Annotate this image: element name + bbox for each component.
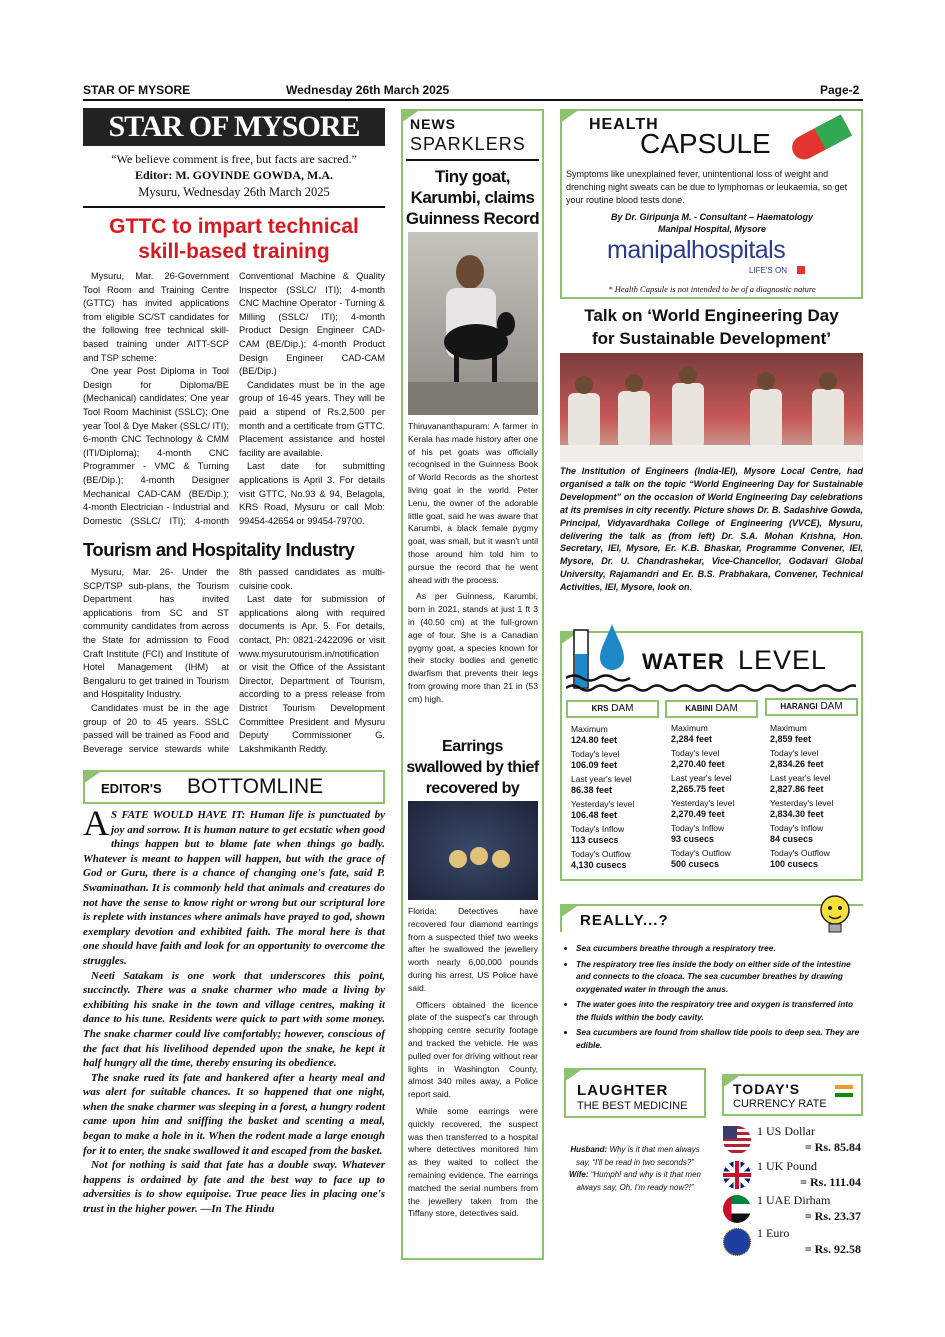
tourism-article xyxy=(83,566,385,760)
gttc-headline xyxy=(83,214,385,264)
talk-headline-line1: Talk on ‘World Engineering Day xyxy=(584,306,839,325)
masthead-title: STAR OF MYSORE xyxy=(83,108,385,146)
currency-value: = Rs. 23.37 xyxy=(804,1209,861,1223)
editorial-p4: Not for nothing is said that fate has a double sway. Whatever happens is ordained by fate and the best way to face up to adversities is to show equipoise. True peace lies in placing one's trust in the higher power. —In The Hindu xyxy=(83,1159,385,1216)
manipal-logo: manipalhospitals xyxy=(607,236,786,264)
health-byline2: Manipal Hospital, Mysore xyxy=(657,224,767,234)
currency-unit: 1 UAE Dirham xyxy=(757,1193,831,1207)
gttc-headline-line1: GTTC to impart technical xyxy=(109,215,359,238)
talk-caption-text: The Institution of Engineers (India-IEI), Mysore Local Centre, had organised a talk on the topic “World Engineering Day for Sustainable Development” on the occasion of World Engineering Day celebrations at its premises in city recently. Picture shows Dr. B. Sadashive Gowda, Principal, Vidyavardhaka College of Engineering (VVCE), Mysuru, delivering the talk as (from left) Dr. S.A. Mohan Krishna, Hon. Secretary, IEI, Mysore, Er. K.B. Bhaskar, Programme Convener, IEI, Mysore, Dr. U. Chandrashekar, Vice-Chancellor, Godavari Global University, Rajamandri and Er. B.S. Prabhakara, Convener, Technical Activities, IEI, Mysore, look on. xyxy=(560,466,863,593)
laughter-corner xyxy=(564,1068,584,1082)
gttc-article xyxy=(83,270,385,532)
editorial-p2: Neeti Satakam is one work that underscores this point, succinctly. There was a snake charmer who made a living by exhibiting his snake in the town and village centres, making it dance to his tune. Residents were quick to part with some money. The snake charmer could live comfortably; however, conscious of the fact that his livelihood depended upon the snake, he kept it half hungry all the time, thereby ensuring its obedience. xyxy=(83,969,385,1070)
tourism-headline: Tourism and Hospitality Industry xyxy=(83,539,355,560)
pill-icon xyxy=(780,113,860,165)
editorial-label1: EDITOR'S xyxy=(101,781,162,796)
talk-caption xyxy=(560,465,863,594)
water-label2: LEVEL xyxy=(738,645,828,675)
bulb-icon xyxy=(814,892,856,938)
masthead-motto: “We believe comment is free, but facts are sacred.” xyxy=(111,152,357,166)
really-corner xyxy=(560,904,580,918)
editorial-p3: The snake rued its fate and hankered after a hearty meal and was alert for suitable chances. It so happened that one night, when the snake charmer was sleeping in a forest, a hungry rodent came upon him and sniffing the basket and scenting a meal, began to make a hole in it. When the rodent made a large enough for it to enter, the snake swallowed it and escaped from the basket. xyxy=(83,1071,385,1157)
editorial-corner xyxy=(83,770,103,784)
editorial-p1: S FATE WOULD HAVE IT: Human life is punctuated by joy and sorrow. It is human nature to get ecstatic when good things happen but to blame fate when things go badly. Whatever is meant to happen will happen, but with the grace of God or Guru, there is a chance of changing one's fate, said P. Swaminathan. It is commonly held that animals and creatures do not have the sense to know right or wrong but our scriptural lore is replete with instances where animals have prayed to god, shown exemplary devotion and exhibited faith. The moral here is that one should have faith and look for an opportunity to overcome the struggles. xyxy=(83,809,385,967)
tourism-p3: Last date for submission of applications along with required documents is Apr. 5. For details, contact, Ph: 0821-2422096 or visit www.mysurutourism.in/notification or visit the Office of the Assistant Director, Department of Tourism, according to a press release from District Tourism Development Committee President and Mysuru Deputy Commissioner G. Lakshmikanth Reddy. xyxy=(239,594,385,754)
really-item: • The respiratory tree lies inside the body on either side of the intestine and connects to the cloaca. The sea cucumber breathes by drawing oxygenated water in through the anus. xyxy=(576,958,860,996)
dam-harangi-values: Maximum 2,859 feet Today's level 2,834.26 feet Last year's level 2,827.86 feet Yesterday's level 2,834.30 feet Today's Inflow 84 cusecs Today's Outflow 100 cusecs xyxy=(770,723,834,869)
health-byline1: By Dr. Giripunja M. - Consultant – Haematology xyxy=(610,212,814,222)
eu-flag-icon xyxy=(723,1228,751,1256)
husband-tag: Husband: xyxy=(570,1145,608,1154)
laughter-label2: THE BEST MEDICINE xyxy=(577,1100,688,1112)
earring-p2: Officers obtained the licence plate of the suspect's car through shopping centre security footage and tracked the vehicle. He was pulled over for driving without rear lights in Washington County, almost 340 miles away, a Police report said. xyxy=(408,999,538,1100)
page-number: Page-2 xyxy=(820,83,860,97)
health-note: * Health Capsule is not intended to be of a diagnostic nature xyxy=(608,284,816,294)
currency-row-eur xyxy=(723,1226,861,1258)
gttc-p2: One year Post Diploma in Tool Design for Diploma/BE (Mechanical) candidates; One year Tool Room Machinist (SSLC); One year Tool & Dye Maker (SSLC/ ITI); 6-month CNC Technology & CMM (ITI/Diploma); 4-month CNC Programmer - VMC & Turning (BE/Dip.); 4-month Designer Mechanical CAD-CAM (BE/Dip.); 4-month Electrician - Industrial and Domestic (SSLC/ ITI); 4-month Conventional Machine & Quality Inspector (SSLC/ ITI); 4-month CNC Machine Operator - Turning & Milling (SSLC/ ITI); 4-month Product Design Engineer CAD-CAM (BE/Dip.); 4-month Product Design Engineer CAD-CAM (BE/Dip.) xyxy=(83,271,385,526)
health-label2: CAPSULE xyxy=(640,128,771,159)
gttc-p1: Mysuru, Mar. 26-Government Tool Room and Training Centre (GTTC) has invited applications from eligible SC/ST candidates for the following free technical skill-based training under AITT-SCP and TSP scheme: xyxy=(83,271,229,363)
sparklers-label2: SPARKLERS xyxy=(410,134,526,154)
gttc-p4: Last date for submitting applications is April 3. For details visit GTTC, No.93 & 94, Belagola, KRS Road, Mysuru or call Mob: 99454-42654 or 99454-79700. xyxy=(239,461,385,526)
dam-head-krs: KRS DAM xyxy=(566,700,659,718)
currency-row-gbp xyxy=(723,1159,861,1191)
earring-p3: While some earrings were quickly recovered, the suspect was then transferred to a hospital where detectives monitored him as they waited to collect the remaining evidence. The earrings matched the serial numbers from the jewellery taken from the Tiffany store, detectives said. xyxy=(408,1105,538,1219)
water-wave xyxy=(566,682,856,694)
really-item: • Sea cucumbers breathe through a respiratory tree. xyxy=(576,942,860,955)
husband-line: Why is it that men always say, “I'll be read in two seconds?” xyxy=(576,1145,700,1167)
really-item: • Sea cucumbers are found from shallow tide pools to deep sea. They are edible. xyxy=(576,1026,860,1051)
earring-article xyxy=(408,905,538,1220)
earring-photo xyxy=(408,801,538,900)
talk-photo xyxy=(560,353,863,462)
goat-p2: As per Guinness, Karumbi, born in 2021, stands at just 1 ft 3 in (40.50 cm) at the full-grown age of four. She is a Canadian pygmy goat, a species known for their stocky bodies and genetic dwarfism that prevents their legs from growing more than 21 in (53 cm) high. xyxy=(408,591,538,704)
tourism-p1: Mysuru, Mar. 26- Under the SCP/TSP sub-plans, the Tourism Department has invited applications from SC and ST community candidates from across the State for admission to Food Craft Institute (FCI) and Institute of Hotel Management (IHM) at Bengaluru to get trained in Tourism and Hospitality Industry. xyxy=(83,567,229,700)
really-item: • The water goes into the respiratory tree and oxygen is transferred into the fluids within the body cavity. xyxy=(576,998,860,1023)
header-rule xyxy=(83,99,863,101)
health-text: Symptoms like unexplained fever, unintentional loss of weight and drenching night sweats can be due to lymphomas or leukaemia, so get your routine blood tests done. xyxy=(566,169,848,205)
editorial-label2: BOTTOMLINE xyxy=(187,775,324,798)
dam-kabini-values: Maximum 2,284 feet Today's level 2,270.40 feet Last year's level 2,265.75 feet Yesterday's level 2,270.49 feet Today's Inflow 93 cusecs Today's Outflow 500 cusecs xyxy=(671,723,735,869)
editorial-article xyxy=(83,803,385,1217)
laughter-joke xyxy=(564,1144,706,1194)
goat-headline: Tiny goat, Karumbi, claims Guinness Record xyxy=(405,167,540,228)
manipal-cross-icon xyxy=(797,266,805,274)
really-label: REALLY...? xyxy=(580,912,669,929)
drop-cap: A xyxy=(83,803,109,843)
health-corner xyxy=(560,109,580,123)
us-flag-icon xyxy=(723,1126,751,1154)
editorial-label-box xyxy=(83,770,385,804)
masthead-dateline: Mysuru, Wednesday 26th March 2025 xyxy=(138,185,330,199)
water-drop-icon xyxy=(566,622,636,690)
currency-unit: 1 US Dollar xyxy=(757,1124,815,1138)
tourism-p2: Candidates must be in the age group of 20 to 45 years. SSLC passed will be trained as Food and Beverage service stewards while 8th passed candidates as multi-cuisine cook. xyxy=(83,567,385,754)
health-byline xyxy=(566,211,858,235)
sparklers-label1: NEWS xyxy=(410,116,456,132)
water-label1: WATER xyxy=(642,649,725,674)
earring-p1: Florida: Detectives have recovered four diamond earrings from a suspected thief two weeks after he swallowed the jewellery worth nearly 6,00,000 pounds during his arrest, US Police have said. xyxy=(408,906,538,993)
wife-line: “Humph! and why is it that men always say, Oh, I'm ready now?!” xyxy=(576,1170,701,1192)
currency-value: = Rs. 92.58 xyxy=(804,1242,861,1256)
goat-photo-svg xyxy=(408,232,538,415)
gttc-headline-line2: skill-based training xyxy=(138,240,330,263)
health-label1: HEALTH xyxy=(589,116,659,133)
currency-value: = Rs. 85.84 xyxy=(804,1140,861,1154)
currency-value: = Rs. 111.04 xyxy=(800,1175,861,1189)
talk-headline xyxy=(560,304,863,350)
sparklers-rule xyxy=(406,159,539,161)
uk-flag-icon xyxy=(723,1161,751,1189)
dam-krs-values: Maximum 124.80 feet Today's level 106.09 feet Last year's level 86.38 feet Yesterday's level 106.48 feet Today's Inflow 113 cusecs Today's Outflow 4,130 cusecs xyxy=(571,724,635,870)
talk-photo-svg xyxy=(560,353,863,462)
talk-headline-line2: for Sustainable Development’ xyxy=(592,329,831,348)
currency-label1: TODAY'S xyxy=(733,1081,801,1097)
currency-unit: 1 UK Pound xyxy=(757,1159,818,1173)
laughter-label1: LAUGHTER xyxy=(577,1082,669,1099)
issue-date: Wednesday 26th March 2025 xyxy=(286,83,450,97)
earring-headline: Earrings swallowed by thief recovered by xyxy=(406,738,539,797)
uae-flag-icon xyxy=(723,1195,751,1223)
gttc-p3: Candidates must be in the age group of 16-45 years. They will be paid a stipend of Rs.2,500 per month and a certificate from GTTC. Placement assistance and hostel facility are available. xyxy=(239,379,385,458)
paper-name: STAR OF MYSORE xyxy=(83,83,191,97)
dam-head-harangi: HARANGI DAM xyxy=(765,698,858,716)
goat-article xyxy=(408,420,538,706)
earring-photo-svg xyxy=(408,801,538,900)
india-flag-icon xyxy=(835,1085,853,1097)
masthead-rule xyxy=(83,206,385,208)
masthead-editor: Editor: M. GOVINDE GOWDA, M.A. xyxy=(135,168,333,182)
currency-row-usd xyxy=(723,1124,861,1156)
currency-label2: CURRENCY RATE xyxy=(733,1098,827,1110)
really-list xyxy=(564,942,860,1054)
currency-unit: 1 Euro xyxy=(757,1226,790,1240)
goat-p1: Thiruvananthapuram: A farmer in Kerala has made history after one of his pet goats was officially recognised in the Guinness Book of World Records as the shortest living goat in the world. Peter Lenu, the owner of the adorable little goat, said he was aware that Karumbi, a black female pygmy goat, was small, but it wasn't until those around him told him to pursue the record that he went ahead with the process. xyxy=(408,421,538,585)
manipal-tagline: LIFE'S ON xyxy=(749,266,787,275)
currency-row-aed xyxy=(723,1193,861,1225)
goat-photo xyxy=(408,232,538,415)
dam-head-kabini: KABINI DAM xyxy=(665,700,758,718)
wife-tag: Wife: xyxy=(569,1170,589,1179)
